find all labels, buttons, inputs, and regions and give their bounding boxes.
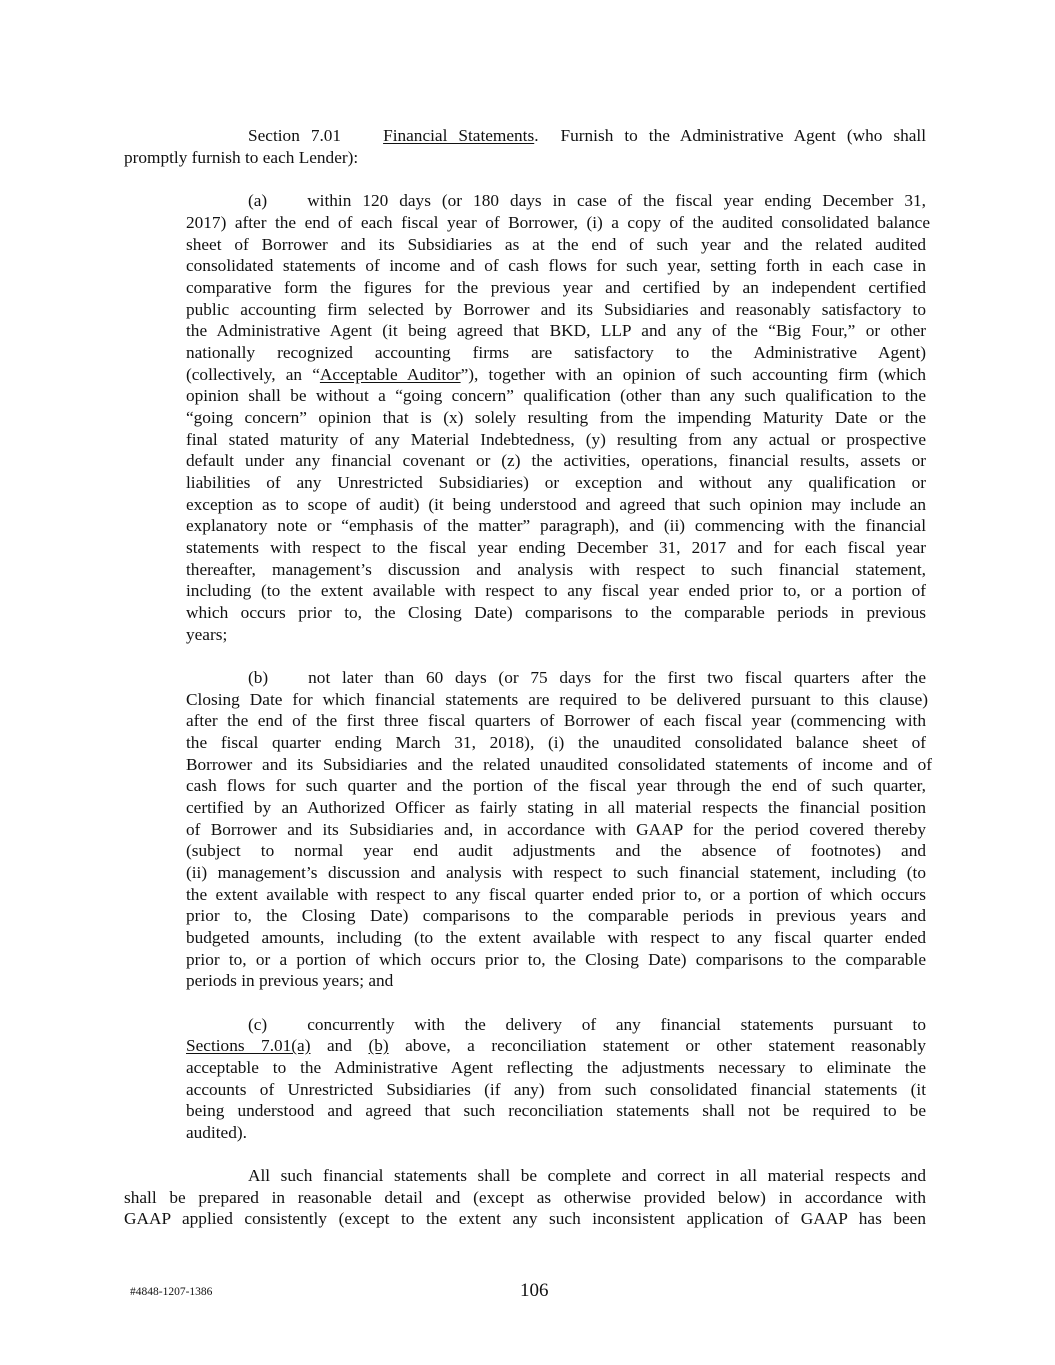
clause-c-label: (c): [248, 1015, 268, 1034]
clause-b-line: of Borrower and its Subsidiaries and, in accordance with GAAP for the period covered thereby: [186, 820, 926, 839]
clause-b-line: the fiscal quarter ending March 31, 2018), (i) the unaudited consolidated balance sheet of: [186, 733, 926, 752]
clause-b-line: Borrower and its Subsidiaries and the related unaudited consolidated statements of income and of: [186, 755, 932, 774]
clause-a-first-line: (a) within 120 days (or 180 days in case of the fiscal year ending December 31,: [248, 191, 926, 210]
section-title: Financial Statements: [383, 126, 535, 145]
page-number: 106: [520, 1280, 549, 1301]
clause-a-line: exception as to scope of audit) (it being understood and agreed that such opinion may include an: [186, 495, 926, 514]
clause-a-line: statements with respect to the fiscal year ending December 31, 2017 and for each fiscal year: [186, 538, 926, 557]
clause-a-line: thereafter, management’s discussion and analysis with respect to such financial statement,: [186, 560, 926, 579]
cross-reference-7-01-a[interactable]: Sections 7.01(a): [186, 1036, 311, 1055]
clause-b-line: periods in previous years; and: [186, 971, 394, 990]
clause-a-line: final stated maturity of any Material Indebtedness, (y) resulting from any actual or prospective: [186, 430, 926, 449]
clause-a-line: nationally recognized accounting firms are satisfactory to the Administrative Agent): [186, 343, 926, 362]
clause-c-cross-reference-line: Sections 7.01(a) and (b) above, a reconciliation statement or other statement reasonably: [186, 1036, 926, 1055]
clause-a-line: including (to the extent available with respect to any fiscal year ended prior to, or a portion of: [186, 581, 926, 600]
clause-b-first-line: (b) not later than 60 days (or 75 days for the first two fiscal quarters after the: [248, 668, 926, 687]
clause-a-line: consolidated statements of income and of cash flows for such year, setting forth in each case in: [186, 256, 926, 275]
clause-b-line: prior to, the Closing Date) comparisons to the comparable periods in previous years and: [186, 906, 926, 925]
defined-term-acceptable-auditor: Acceptable Auditor: [319, 365, 461, 384]
closing-paragraph-line: shall be prepared in reasonable detail and (except as otherwise provided below) in accordance with: [124, 1188, 926, 1207]
clause-c-line: audited).: [186, 1123, 247, 1142]
clause-a-line: the Administrative Agent (it being agreed that BKD, LLP and any of the “Big Four,” or other: [186, 321, 926, 340]
clause-c-first-line: (c) concurrently with the delivery of any financial statements pursuant to: [248, 1015, 926, 1034]
clause-a-line: which occurs prior to, the Closing Date) comparisons to the comparable periods in previous: [186, 603, 926, 622]
closing-paragraph-line: GAAP applied consistently (except to the extent any such inconsistent application of GAAP has been: [124, 1209, 926, 1228]
clause-a-line: 2017) after the end of each fiscal year of Borrower, (i) a copy of the audited consolidated balance: [186, 213, 930, 232]
clause-c-line: accounts of Unrestricted Subsidiaries (if any) from such consolidated financial statements (it: [186, 1080, 926, 1099]
cross-reference-b[interactable]: (b): [368, 1036, 389, 1055]
section-heading-line: Section 7.01 Financial Statements. Furnish to the Administrative Agent (who shall: [248, 126, 926, 145]
clause-b-line: after the end of the first three fiscal quarters of Borrower of each fiscal year (commencing with: [186, 711, 926, 730]
clause-a-line: sheet of Borrower and its Subsidiaries as at the end of such year and the related audited: [186, 235, 926, 254]
clause-a-line: “going concern” opinion that is (x) solely resulting from the impending Maturity Date or the: [186, 408, 926, 427]
section-number: Section 7.01: [248, 126, 342, 145]
clause-a-label: (a): [248, 191, 268, 210]
clause-b-line: (ii) management’s discussion and analysis with respect to such financial statement, including (to: [186, 863, 926, 882]
clause-a-line: opinion shall be without a “going concern” qualification (other than any such qualification to the: [186, 386, 926, 405]
clause-a-line: public accounting firm selected by Borrower and its Subsidiaries and reasonably satisfactory to: [186, 300, 926, 319]
closing-paragraph-line: All such financial statements shall be complete and correct in all material respects and: [248, 1166, 926, 1185]
clause-b-line: cash flows for such quarter and the portion of the fiscal year through the end of such quarter,: [186, 776, 926, 795]
clause-b-line: (subject to normal year end audit adjustments and the absence of footnotes) and: [186, 841, 926, 860]
clause-a-line: liabilities of any Unrestricted Subsidiaries) or exception and without any qualification or: [186, 473, 926, 492]
clause-a-line: years;: [186, 625, 228, 644]
clause-c-line: acceptable to the Administrative Agent reflecting the adjustments necessary to eliminate the: [186, 1058, 926, 1077]
clause-a-line-defined-term: (collectively, an “Acceptable Auditor”), together with an opinion of such accounting firm (which: [186, 365, 927, 384]
section-intro-continued: promptly furnish to each Lender):: [124, 148, 359, 167]
clause-b-line: budgeted amounts, including (to the extent available with respect to any fiscal quarter ended: [186, 928, 926, 947]
clause-b-line: Closing Date for which financial statements are required to be delivered pursuant to this clause): [186, 690, 928, 709]
clause-b-label: (b): [248, 668, 269, 687]
clause-a-line: default under any financial covenant or (z) the activities, operations, financial results, assets or: [186, 451, 926, 470]
clause-b-line: prior to, or a portion of which occurs prior to, the Closing Date) comparisons to the comparable: [186, 950, 926, 969]
clause-a-line: comparative form the figures for the previous year and certified by an independent certified: [186, 278, 926, 297]
section-intro: Furnish to the Administrative Agent (who shall: [560, 126, 926, 145]
clause-c-line: being understood and agreed that such reconciliation statements shall not be required to be: [186, 1101, 926, 1120]
document-id: #4848-1207-1386: [130, 1286, 213, 1298]
clause-a-line: explanatory note or “emphasis of the matter” paragraph), and (ii) commencing with the financial: [186, 516, 926, 535]
clause-b-line: certified by an Authorized Officer as fairly stating in all material respects the financial position: [186, 798, 926, 817]
clause-b-line: the extent available with respect to any fiscal quarter ended prior to, or a portion of which occurs: [186, 885, 926, 904]
